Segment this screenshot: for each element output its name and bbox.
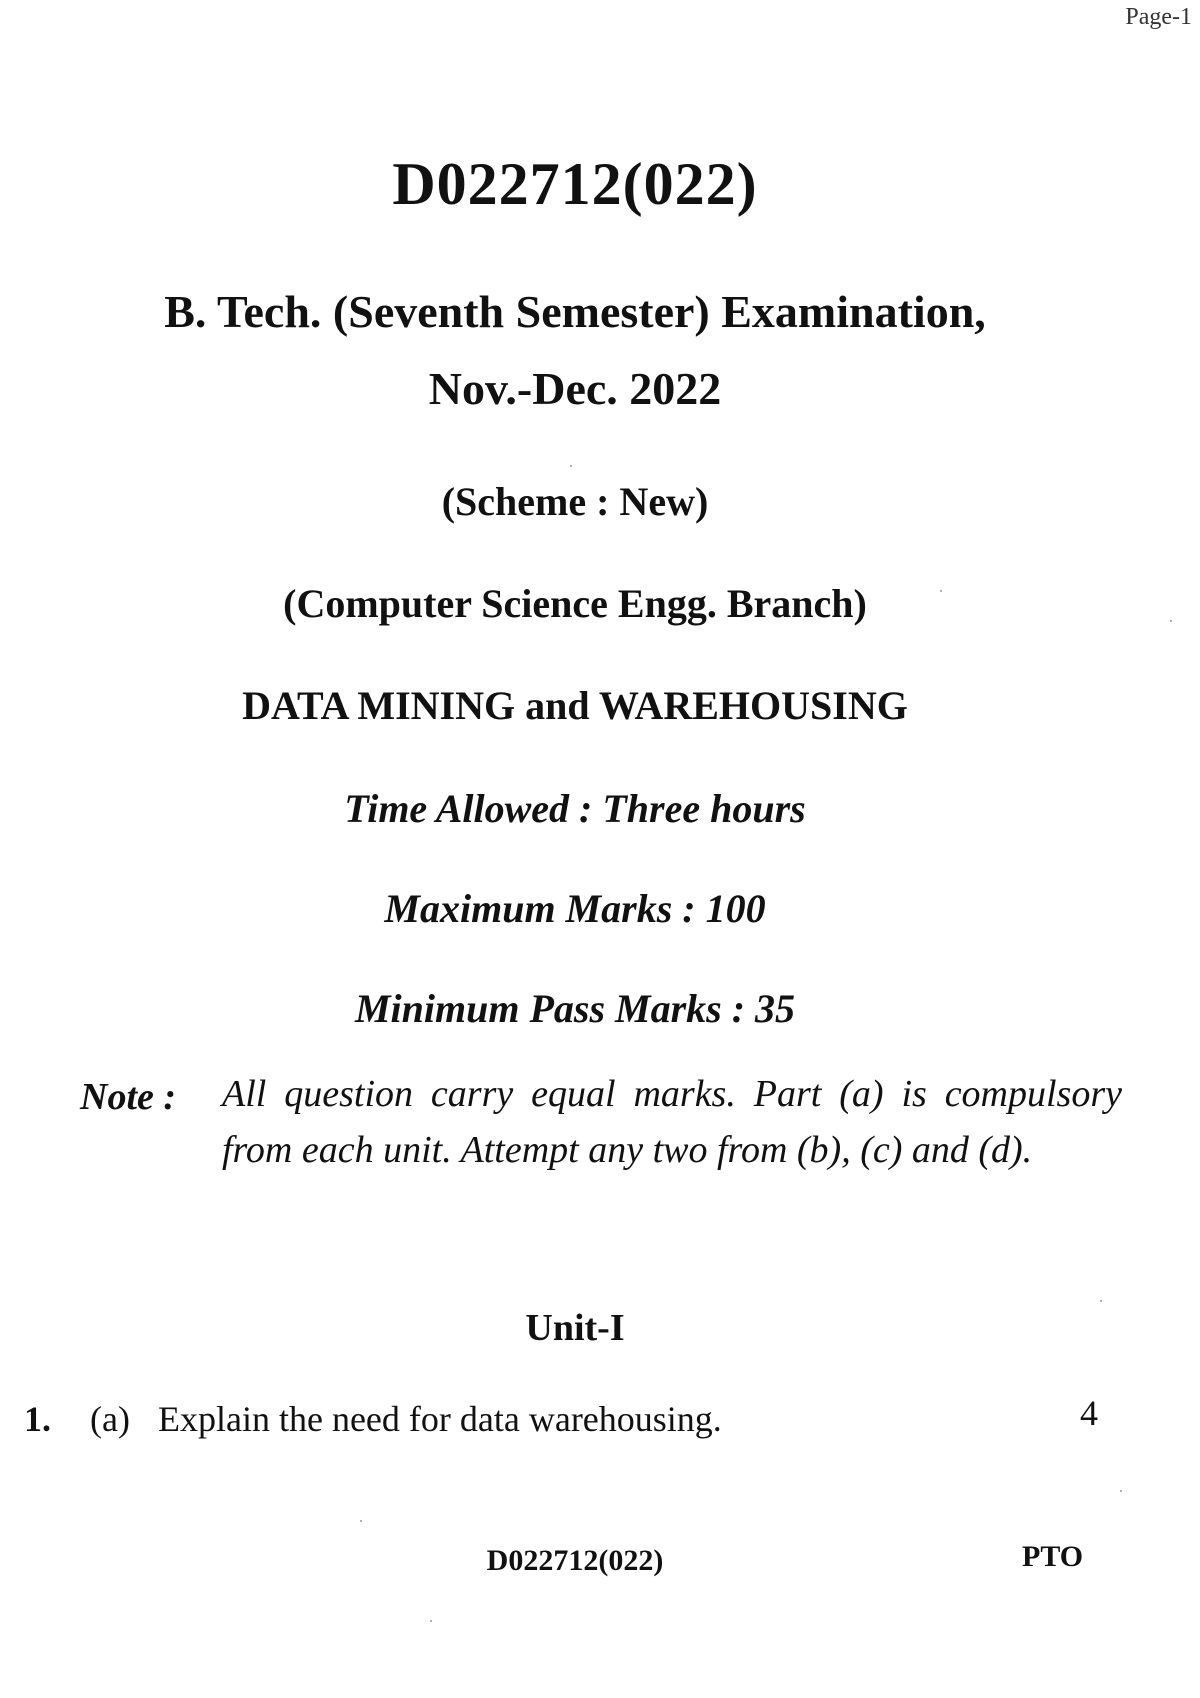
pto-label: PTO <box>1022 1540 1084 1573</box>
exam-title: B. Tech. (Seventh Semester) Examination, <box>164 286 986 337</box>
question-text: Explain the need for data warehousing. <box>158 1399 722 1439</box>
page-number: Page-1 <box>1125 4 1192 30</box>
minimum-pass-marks: Minimum Pass Marks : 35 <box>354 986 796 1031</box>
scan-speck <box>570 465 572 467</box>
subject-title: DATA MINING and WAREHOUSING <box>242 683 908 728</box>
footer-paper-code: D022712(022) <box>486 1544 664 1577</box>
note-label: Note : <box>80 1076 177 1118</box>
note-text: All question carry equal marks. Part (a) is compulsory from each unit. Attempt any two from (b), (c) and (d). <box>222 1073 1122 1171</box>
time-allowed: Time Allowed : Three hours <box>344 786 806 831</box>
maximum-marks: Maximum Marks : 100 <box>384 886 766 931</box>
scan-speck <box>940 590 942 592</box>
question-marks: 4 <box>1080 1393 1098 1433</box>
scan-speck <box>360 1520 362 1522</box>
branch: (Computer Science Engg. Branch) <box>283 581 867 626</box>
scan-speck <box>1100 1300 1102 1302</box>
question-part: (a) <box>90 1399 130 1439</box>
question-number: 1. <box>24 1399 51 1439</box>
unit-heading: Unit-I <box>525 1307 625 1349</box>
scan-speck <box>1120 1490 1122 1492</box>
scan-speck <box>1170 620 1172 622</box>
scan-speck <box>430 1620 432 1622</box>
exam-session: Nov.-Dec. 2022 <box>428 363 722 414</box>
paper-code: D022712(022) <box>392 151 758 217</box>
scheme: (Scheme : New) <box>441 479 709 524</box>
